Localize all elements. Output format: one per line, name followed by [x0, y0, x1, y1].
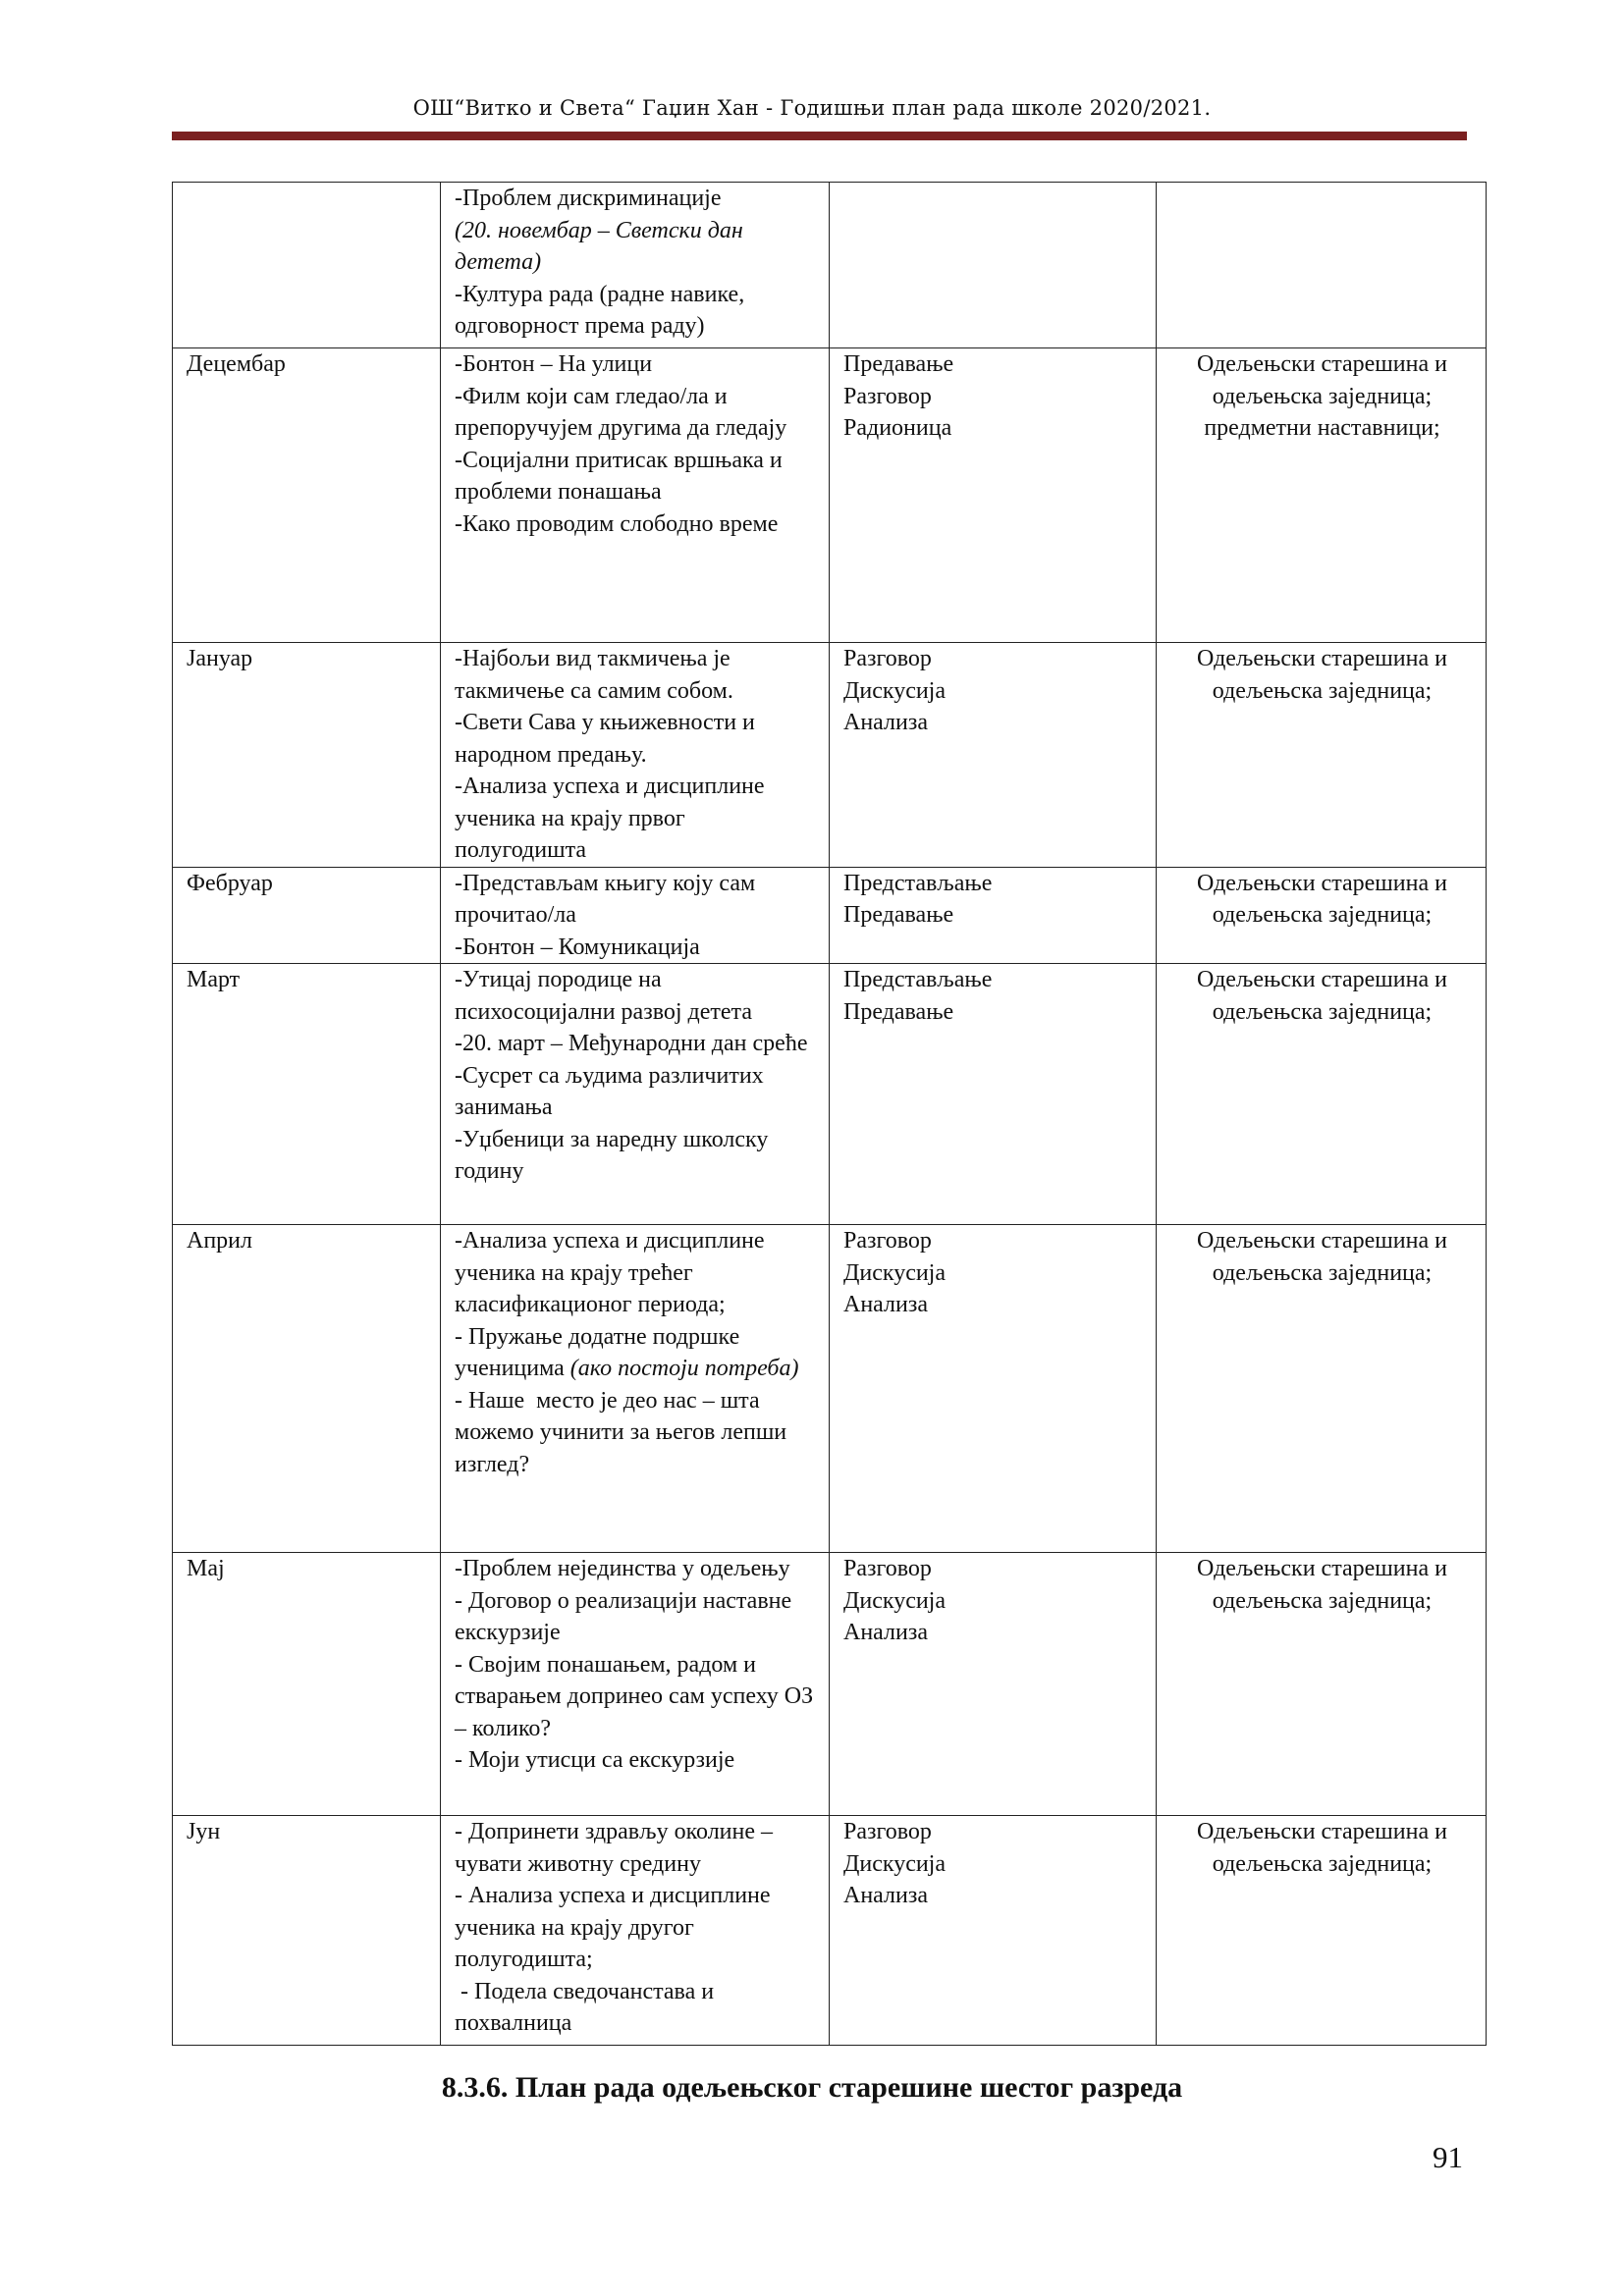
topic-item [455, 1880, 817, 1976]
topics-cell [441, 1225, 830, 1553]
responsible-cell [1157, 867, 1487, 964]
method-item: Дискусија [843, 1850, 947, 1877]
topic-item [455, 381, 817, 445]
method-item: Дискусија [843, 1259, 947, 1286]
method-item: Предавање [843, 902, 954, 928]
method-item: Радионица [843, 415, 952, 441]
topic-text: -Сусрет са људима различитих занимања [455, 1062, 770, 1120]
responsible-cell [1157, 964, 1487, 1225]
topic-item [455, 707, 817, 771]
topic-item [455, 643, 817, 707]
topics-cell [441, 348, 830, 643]
table-row [173, 1816, 1487, 2046]
topic-item [455, 771, 817, 867]
methods-cell [830, 1225, 1157, 1553]
topics-cell [441, 1553, 830, 1816]
topic-text: - Договор о реализацији наставне екскурзије [455, 1587, 798, 1645]
topic-text: - Допринети здрављу околине – чувати животну средину [455, 1819, 780, 1877]
responsible-item: Одељењски старешина и одељењска заједница; [1197, 1228, 1453, 1286]
topic-item [455, 1060, 817, 1124]
methods-cell [830, 348, 1157, 643]
topic-text: -Уџбеници за наредну школску годину [455, 1126, 775, 1184]
topic-text: -20. март – Међународни дан среће [455, 1031, 808, 1056]
topics-cell [441, 867, 830, 964]
topic-text: - Моји утисци са екскурзије [455, 1747, 735, 1773]
methods-cell [830, 1816, 1157, 2046]
method-item: Дискусија [843, 1587, 947, 1614]
month-label: Јун [187, 1819, 221, 1844]
methods-cell [830, 867, 1157, 964]
responsible-item: Одељењски старешина и одељењска заједница; [1197, 351, 1453, 409]
topic-item [455, 1585, 817, 1649]
method-item: Анализа [843, 710, 928, 735]
topic-text: -Свети Сава у књижевности и народном предању. [455, 710, 761, 768]
methods-cell [830, 183, 1157, 348]
responsible-item: Одељењски старешина и одељењска заједница; [1197, 967, 1453, 1025]
methods-cell [830, 964, 1157, 1225]
topics-cell [441, 1816, 830, 2046]
topic-text: -Социјални притисак вршњака и проблеми понашања [455, 447, 788, 505]
topic-item [455, 868, 817, 932]
topic-item [455, 1744, 817, 1777]
table-row [173, 964, 1487, 1225]
month-cell [173, 643, 441, 868]
topic-item [455, 1385, 817, 1481]
topic-text: - Наше место је део нас – шта можемо учинити за његов лепши изглед? [455, 1387, 793, 1477]
section-title: 8.3.6. План рада одељењског старешине шестог разреда [441, 2071, 1183, 2104]
method-item: Дискусија [843, 677, 947, 704]
month-cell [173, 867, 441, 964]
month-label: Мај [187, 1556, 225, 1581]
topic-item [455, 1028, 817, 1060]
method-item: Анализа [843, 1620, 928, 1645]
responsible-cell [1157, 643, 1487, 868]
topic-item [455, 1225, 817, 1321]
class-teacher-plan-table [172, 182, 1487, 2046]
topic-text: -Филм који сам гледао/ла и препоручујем другима да гледају [455, 383, 787, 441]
topics-cell [441, 964, 830, 1225]
method-item: Разговор [843, 383, 932, 409]
method-item: Анализа [843, 1883, 928, 1908]
month-cell [173, 183, 441, 348]
topic-item [455, 215, 817, 279]
topic-text: -Проблем дискриминације [455, 186, 722, 211]
method-item: Разговор [843, 1556, 932, 1581]
page-number: 91 [1433, 2140, 1463, 2174]
topic-item [455, 445, 817, 508]
method-item: Предавање [843, 998, 954, 1025]
method-item: Анализа [843, 1292, 928, 1317]
responsible-item: Одељењски старешина и одељењска заједница; [1197, 1819, 1453, 1877]
topic-text: - Анализа успеха и дисциплине ученика на крају другог полугодишта; [455, 1883, 777, 1972]
method-item: Предавање [843, 351, 954, 377]
month-cell [173, 1816, 441, 2046]
methods-cell [830, 643, 1157, 868]
topic-item [455, 1321, 817, 1385]
responsible-item: Одељењски старешина и одељењска заједница; [1197, 870, 1453, 928]
table-row [173, 867, 1487, 964]
topic-note: (ако постоји потреба) [569, 1356, 799, 1381]
topics-cell [441, 183, 830, 348]
topic-text: -Најбољи вид такмичења је такмичење са самим собом. [455, 646, 736, 704]
responsible-item: Одељењски старешина и одељењска заједница; [1197, 646, 1453, 704]
topic-item [455, 508, 817, 541]
topic-item [455, 279, 817, 343]
method-item: Представљање [843, 967, 993, 992]
table-row [173, 183, 1487, 348]
topic-text: -Анализа успеха и дисциплине ученика на крају трећег класификационог периода; [455, 1228, 771, 1317]
table-row [173, 1553, 1487, 1816]
responsible-item: предметни наставници; [1204, 415, 1440, 441]
topics-cell [441, 643, 830, 868]
topic-item [455, 1816, 817, 1880]
topic-text: -Култура рада (радне навике, одговорност према раду) [455, 281, 751, 339]
month-label: Јануар [187, 646, 253, 671]
table-row [173, 348, 1487, 643]
topic-text: - Својим понашањем, радом и стварањем допринео сам успеху ОЗ – колико? [455, 1651, 820, 1741]
table-row [173, 1225, 1487, 1553]
methods-cell [830, 1553, 1157, 1816]
topic-text: -Како проводим слободно време [455, 510, 779, 537]
table-row [173, 643, 1487, 868]
topic-text: -Анализа успеха и дисциплине ученика на крају првог полугодишта [455, 774, 771, 863]
month-cell [173, 348, 441, 643]
responsible-cell [1157, 348, 1487, 643]
responsible-cell [1157, 183, 1487, 348]
month-label: Фебруар [187, 870, 273, 896]
responsible-cell [1157, 1553, 1487, 1816]
topic-text: (20. новембар – Светски дан детета) [455, 217, 749, 275]
responsible-cell [1157, 1225, 1487, 1553]
topic-item [455, 348, 817, 381]
topic-text: -Утицај породице на психосоцијални развој детета [455, 967, 752, 1025]
month-label: Децембар [187, 351, 286, 377]
responsible-cell [1157, 1816, 1487, 2046]
topic-text: - Пружање додатне подршке ученицима [455, 1323, 746, 1381]
method-item: Представљање [843, 870, 993, 896]
topic-text: - Подела сведочанстава и похвалница [455, 1978, 721, 2036]
method-item: Разговор [843, 1228, 932, 1254]
topic-item [455, 1553, 817, 1585]
topic-item [455, 964, 817, 1028]
topic-text: -Бонтон – На улици [455, 351, 653, 377]
topic-item [455, 1649, 820, 1745]
responsible-item: Одељењски старешина и одељењска заједница; [1197, 1556, 1453, 1614]
month-label: Март [187, 967, 241, 992]
plan-table-body [173, 183, 1487, 2046]
topic-text: -Проблем нејединства у одељењу [455, 1556, 790, 1581]
method-item: Разговор [843, 1819, 932, 1844]
topic-text: -Представљам књигу коју сам прочитао/ла [455, 870, 762, 928]
month-label: Април [187, 1228, 252, 1254]
page-header: ОШ“Витко и Света“ Гаџин Хан - Годишњи план рада школе 2020/2021. [412, 96, 1212, 120]
topic-item [455, 1976, 817, 2040]
topic-item [455, 1124, 817, 1188]
topic-item [455, 183, 817, 215]
method-item: Разговор [843, 646, 932, 671]
month-cell [173, 964, 441, 1225]
month-cell [173, 1225, 441, 1553]
topic-text: -Бонтон – Комуникација [455, 934, 700, 960]
month-cell [173, 1553, 441, 1816]
header-rule [172, 132, 1467, 140]
topic-item [455, 932, 817, 964]
